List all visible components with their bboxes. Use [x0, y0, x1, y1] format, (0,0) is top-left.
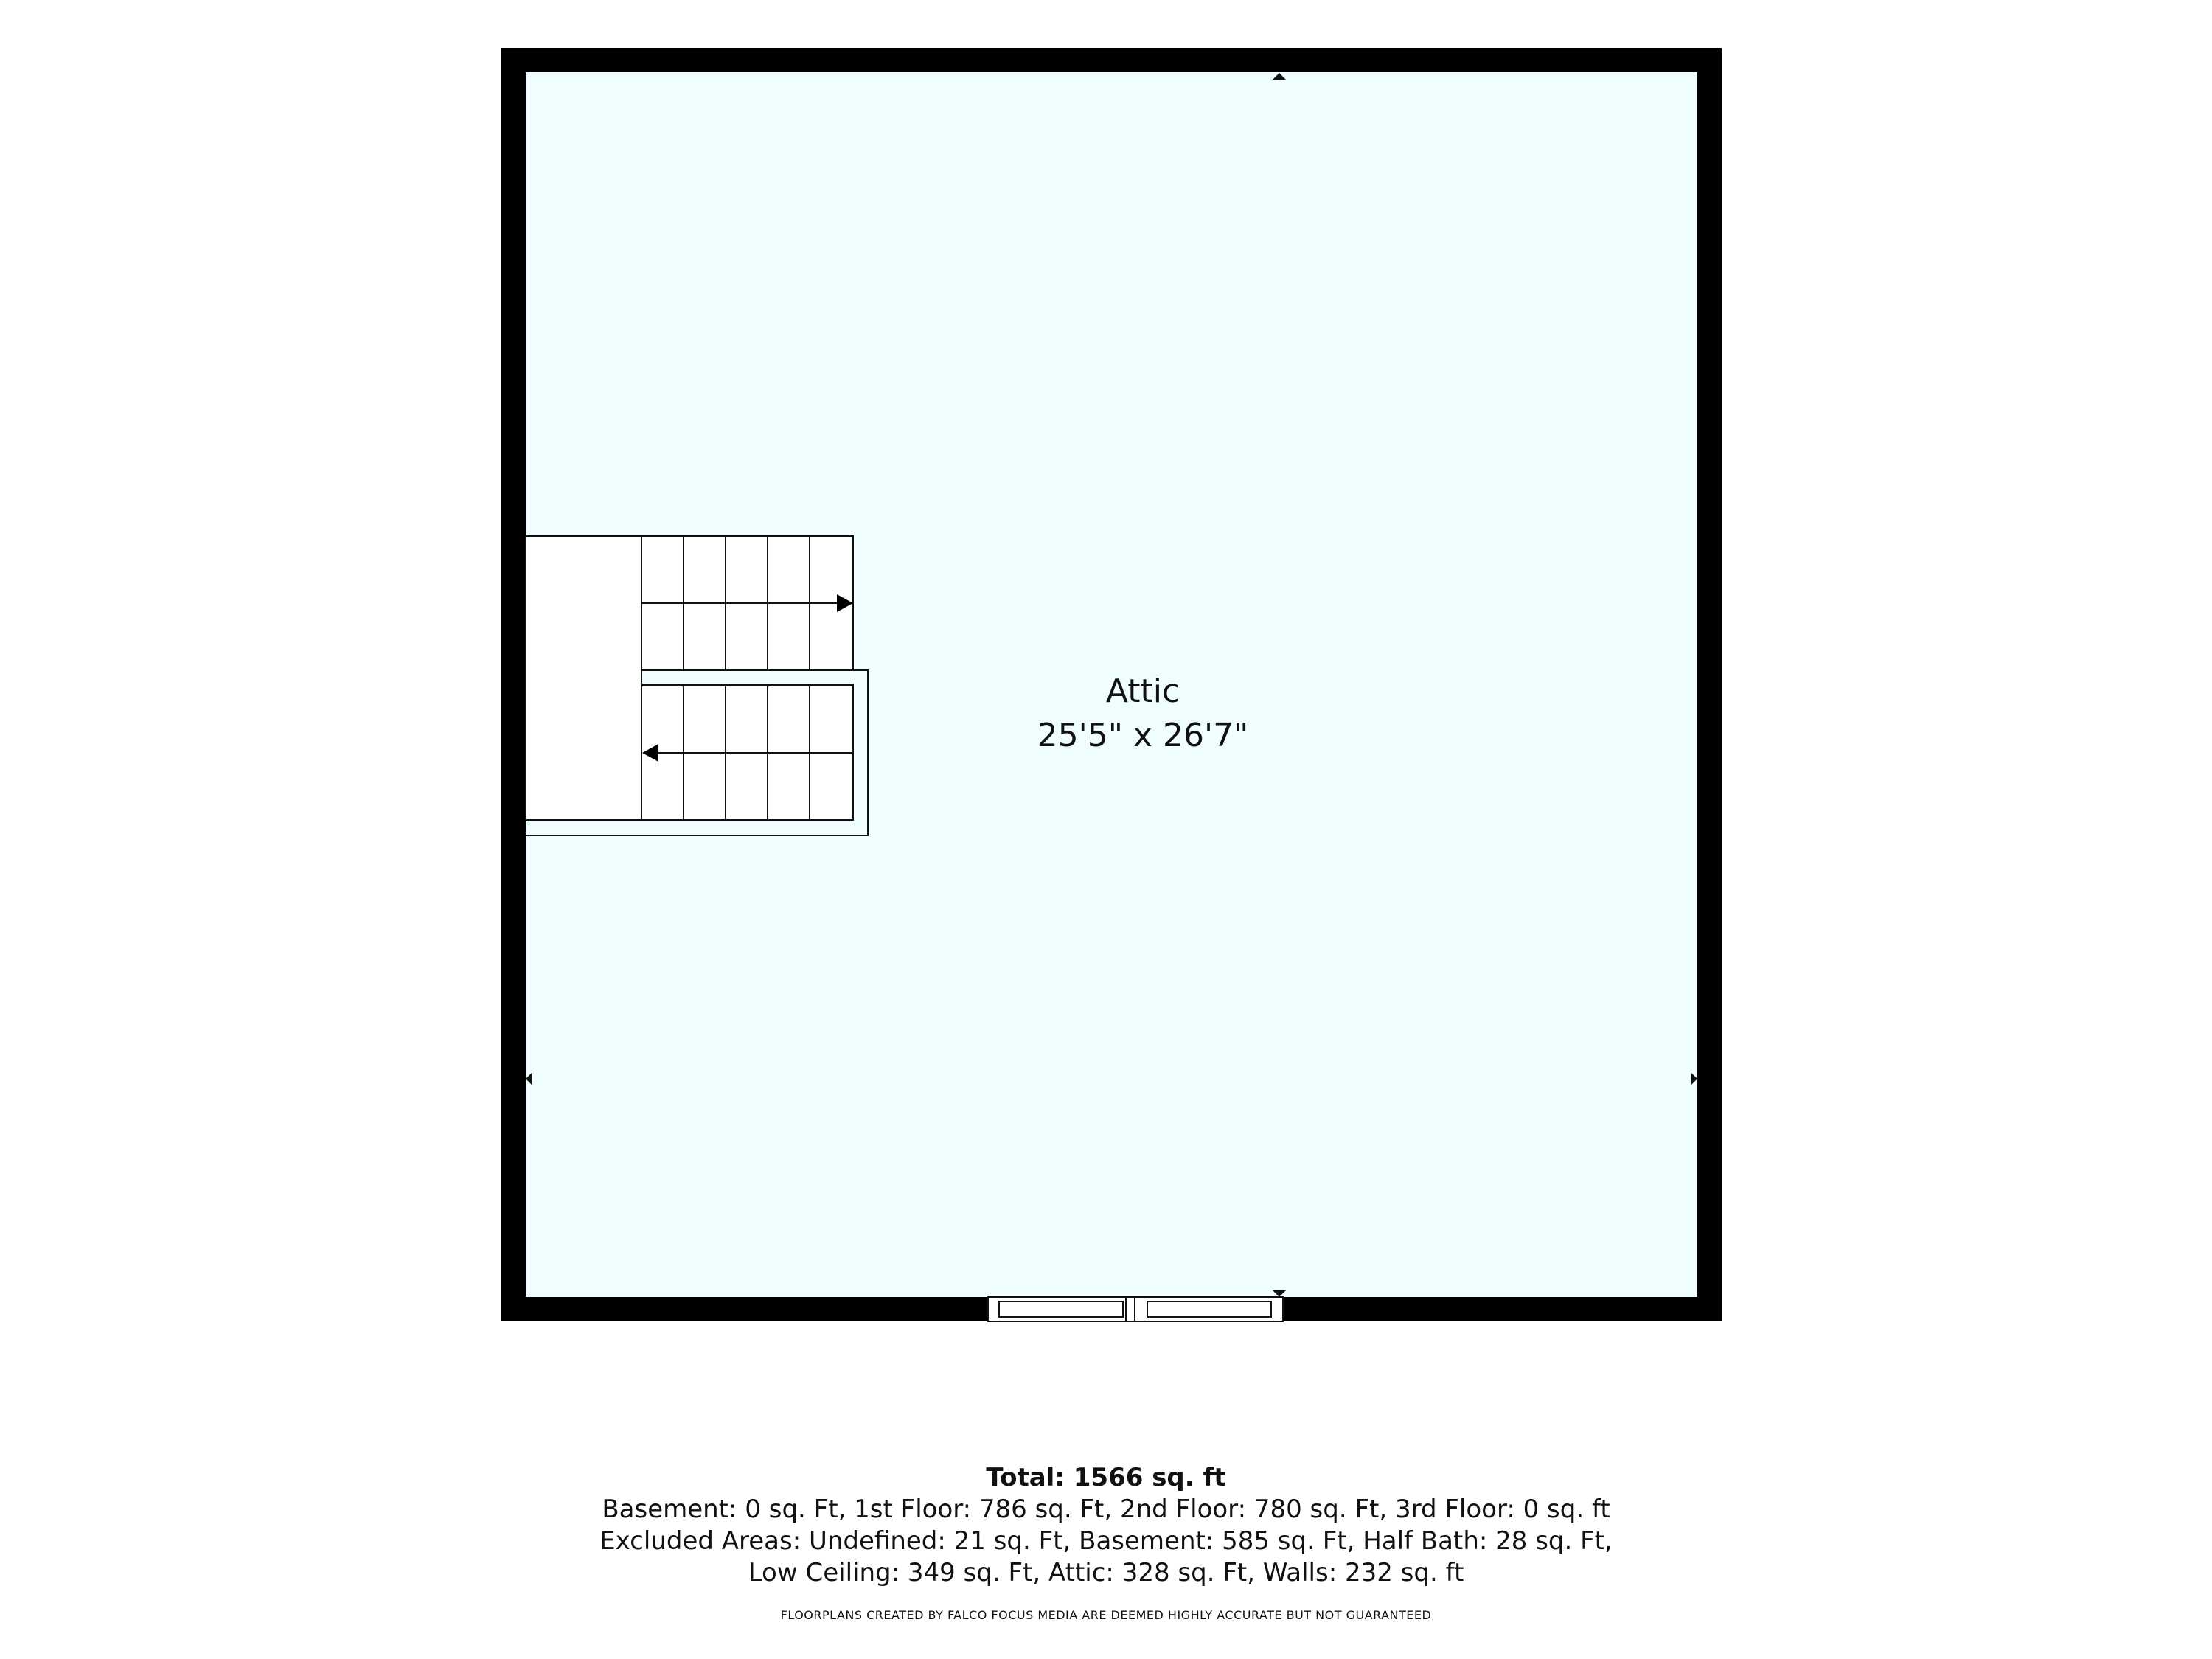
stair-landing	[526, 536, 641, 820]
excluded-areas: Excluded Areas: Undefined: 21 sq. Ft, Basement: 585 sq. Ft, Half Bath: 28 sq. Ft,	[599, 1526, 1613, 1556]
bottom-window	[988, 1297, 1283, 1321]
disclaimer: FLOORPLANS CREATED BY FALCO FOCUS MEDIA ARE DEEMED HIGHLY ACCURATE BUT NOT GUARANTEED	[780, 1608, 1432, 1622]
total-area: Total: 1566 sq. ft	[986, 1463, 1226, 1492]
room-label-dimensions: 25'5" x 26'7"	[1037, 717, 1249, 754]
floor-areas: Basement: 0 sq. Ft, 1st Floor: 786 sq. Ft, 2nd Floor: 780 sq. Ft, 3rd Floor: 0 sq. ft	[602, 1495, 1610, 1524]
excluded-areas-continued: Low Ceiling: 349 sq. Ft, Attic: 328 sq. Ft, Walls: 232 sq. ft	[748, 1558, 1464, 1587]
staircase	[526, 536, 868, 835]
area-summary	[0, 1461, 2212, 1622]
room-label-name: Attic	[1105, 672, 1180, 710]
